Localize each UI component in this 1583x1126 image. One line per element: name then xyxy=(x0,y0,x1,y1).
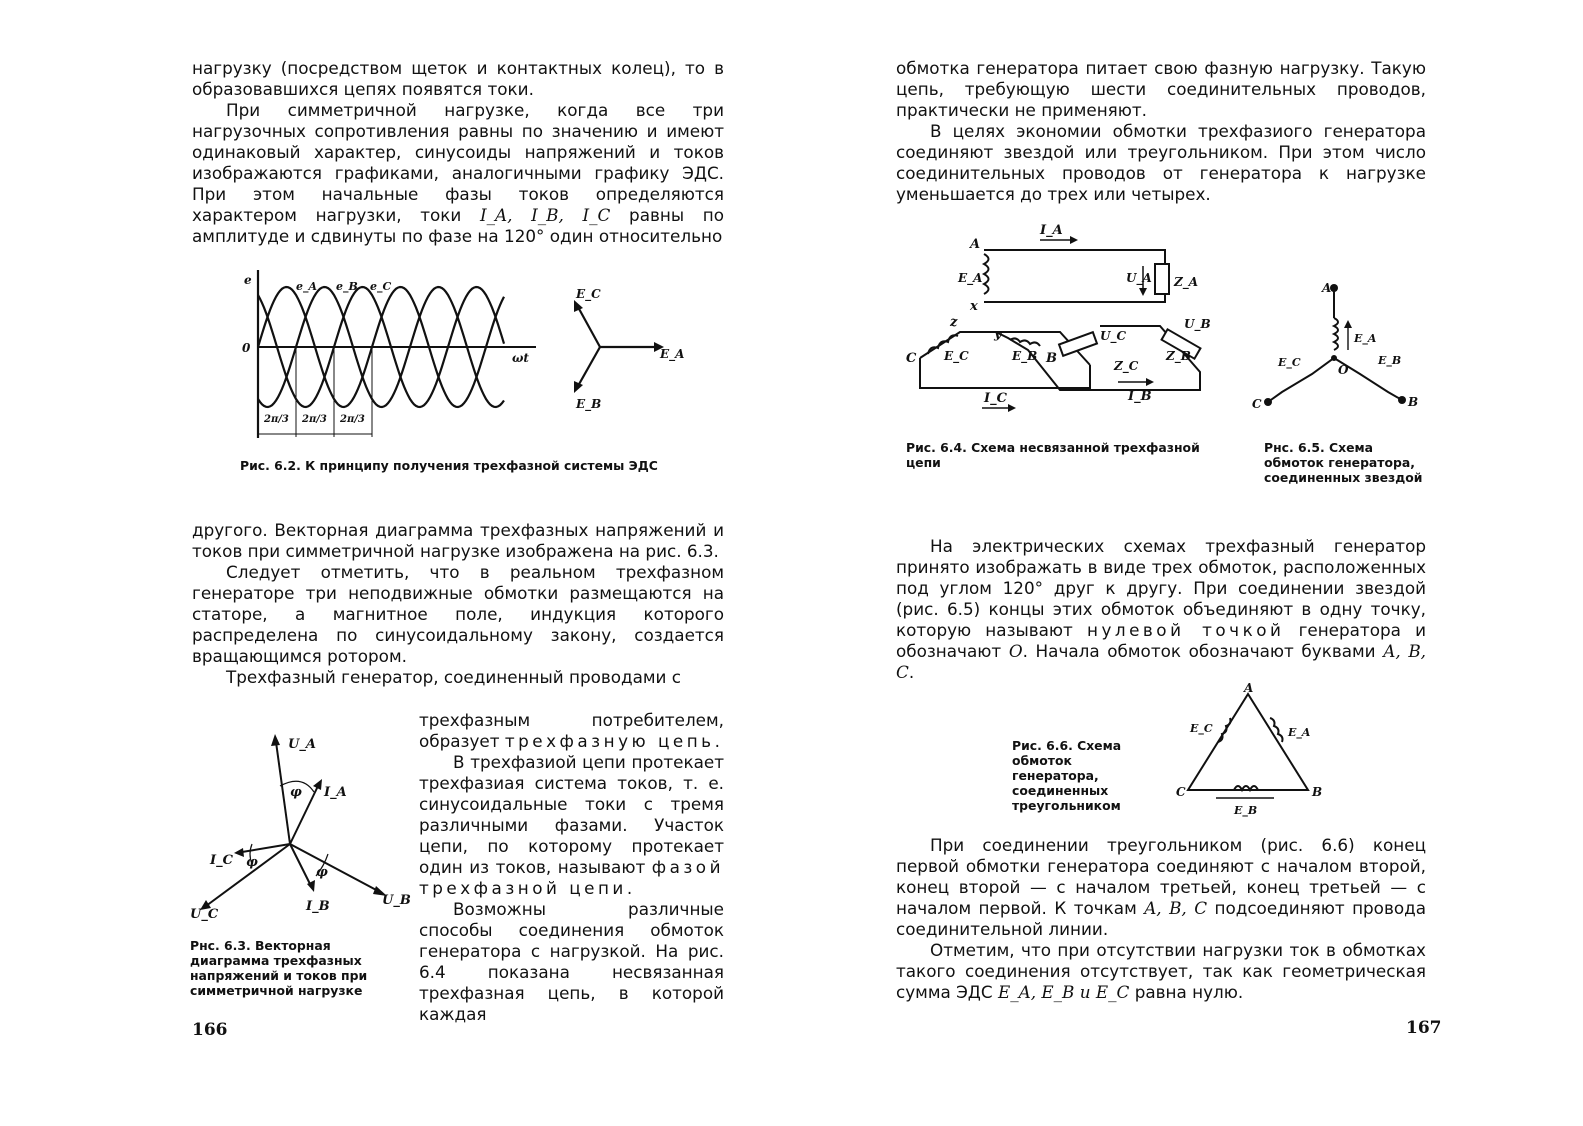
fig66-B-label: B xyxy=(1312,785,1323,799)
fig63-UC-label: U_C xyxy=(190,907,219,922)
fig63-IC-label: I_C xyxy=(210,853,233,868)
right-para-3-O: O xyxy=(1008,641,1023,661)
fig62-e-label: e xyxy=(244,273,252,287)
fig-6-6-caption: Рис. 6.6. Схема обмоток генератора, соединенных треугольником xyxy=(1012,738,1122,813)
fig64-y-label: y xyxy=(994,327,1002,342)
right-middle-text xyxy=(896,536,1426,683)
fig64-B-label: B xyxy=(1046,351,1057,366)
fig-6-2-diagram xyxy=(236,262,696,452)
fig-6-5-caption: Рнс. 6.5. Схема обмоток генератора, соединенных звездой xyxy=(1264,440,1423,485)
fig64-EC-label: E_C xyxy=(944,349,969,363)
fig63-phi-a: φ xyxy=(290,785,302,800)
fig64-EB-label: E_B xyxy=(1012,349,1038,363)
fig65-B-label: B xyxy=(1408,395,1419,409)
fig62-period-1: 2π/3 xyxy=(264,414,289,425)
fig63-phi-b: φ xyxy=(316,865,328,880)
fig66-A-label: A xyxy=(1244,681,1254,695)
left-para-5-spaced: трехфазную цепь. xyxy=(504,731,724,751)
right-para-5-a: Отметим, что при отсутствии нагрузки ток в обмотках такого соединения отсутствует, так как геометрическая сумма ЭДС xyxy=(896,940,1426,1002)
fig63-phi-c: φ xyxy=(246,855,258,870)
right-para-4-a: При соединении треугольником (рис. 6.6) конец первой обмотки генератора соединяют с началом второй, конец второй — с началом третьей, конец третьей — с началом первой. К точкам xyxy=(896,835,1426,918)
fig65-O-label: O xyxy=(1338,363,1349,377)
right-para-3-a: На электрических схемах трехфазный генератор принято изображать в виде трех обмоток, расположенных под углом 120° друг к другу. При соединении звездой (рис. 6.5) концы этих обмоток объединяют в одну точку, которую называют xyxy=(896,536,1426,640)
fig62-ec-label: e_C xyxy=(370,280,392,293)
fig62-period-3: 2π/3 xyxy=(340,414,365,425)
right-para-2: В целях экономии обмотки трехфазиого генератора соединяют звездой или треугольником. При этом число соединительных проводов от генератора к нагрузке уменьшается до трех или четырех. xyxy=(896,121,1426,204)
right-para-4-ABC: A, B, C xyxy=(1144,898,1208,918)
fig64-A-label: A xyxy=(970,237,981,252)
fig-6-2-caption: Рис. 6.2. К принципу получения трехфазной системы ЭДС xyxy=(240,458,658,473)
left-top-text xyxy=(192,58,724,247)
left-para-1: нагрузку (посредством щеток и контактных колец), то в образовавшихся цепях появятся токи. xyxy=(192,58,724,99)
right-para-3-b: генератора и обозначают xyxy=(896,620,1426,661)
fig-6-4-diagram xyxy=(900,220,1220,420)
left-para-2-a: При симметричной нагрузке, когда все три нагрузочных сопротивления равны по значению и имеют одинаковый характер, синусоиды напряжений и токов изображаются графиками, аналогичными графику ЭДС. При этом начальные фазы токов определяются характером нагрузки, токи xyxy=(192,100,724,225)
fig63-IB-label: I_B xyxy=(306,899,330,914)
left-page xyxy=(0,0,790,1126)
fig62-period-2: 2π/3 xyxy=(302,414,327,425)
fig63-UB-label: U_B xyxy=(382,893,411,908)
fig62-eb-label: e_B xyxy=(336,280,358,293)
fig64-IC-label: I_C xyxy=(984,391,1007,406)
fig62-EB-label: E_B xyxy=(576,397,602,411)
left-para-5-full: Трехфазный генератор, соединенный проводами с xyxy=(226,667,682,687)
fig64-UB-label: U_B xyxy=(1184,317,1211,331)
page-number-left: 166 xyxy=(192,1020,228,1040)
fig64-C-label: C xyxy=(906,351,917,366)
right-para-3: На электрических схемах трехфазный генератор принято изображать в виде трех обмоток, расположенных под углом 120° друг к другу. При соединении звездой (рис. 6.5) концы этих обмоток объединяют в одну точку, которую называют нулевой точкой генератора и обозначают O. Начала обмоток обозначают буквами A, B, C. xyxy=(896,536,1426,682)
fig66-EA-label: E_A xyxy=(1288,726,1311,739)
right-para-4-b: подсоединяют провода соединительной линии. xyxy=(896,898,1426,939)
right-page xyxy=(790,0,1583,1126)
fig64-x-label: x xyxy=(970,299,978,314)
fig62-wt-label: ωt xyxy=(512,351,529,365)
left-column-text xyxy=(419,710,724,1025)
fig64-UC-label: U_C xyxy=(1100,329,1127,343)
right-bottom-text xyxy=(896,835,1426,1003)
right-para-3-c: . Начала обмоток обозначают буквами xyxy=(1022,641,1376,661)
left-middle-text xyxy=(192,520,724,688)
right-top-text xyxy=(896,58,1426,205)
fig65-EC-label: E_C xyxy=(1278,356,1301,369)
left-para-6 xyxy=(419,752,724,899)
fig64-ZA-label: Z_A xyxy=(1174,275,1199,289)
fig-6-6-diagram xyxy=(1174,680,1334,820)
fig64-ZB-label: Z_B xyxy=(1166,349,1191,363)
fig63-UA-label: U_A xyxy=(288,737,316,752)
right-para-3-ABC: A, B, C xyxy=(896,641,1426,682)
fig65-A-label: A xyxy=(1322,281,1332,295)
right-para-5-b: равна нулю. xyxy=(1134,982,1244,1002)
fig62-EC-label: E_C xyxy=(576,287,601,301)
fig64-EA-label: E_A xyxy=(958,271,983,285)
fig64-UA-label: U_A xyxy=(1126,271,1152,285)
right-para-5-vars: E_A, E_B и E_C xyxy=(997,982,1130,1002)
fig62-EA-label: E_A xyxy=(660,347,685,361)
left-para-6-a: В трехфазиой цепи протекает трехфазиая система токов, т. е. синусоидальные токи с тремя различными фазами. Участок цепи, по которому протекает один из токов, называют xyxy=(419,752,724,877)
left-para-6-spaced: фазой трехфазной цепи. xyxy=(419,857,724,898)
fig62-ea-label: e_A xyxy=(296,280,318,293)
right-para-5 xyxy=(896,940,1426,1003)
fig63-IA-label: I_A xyxy=(324,785,347,800)
fig65-EB-label: E_B xyxy=(1378,354,1402,367)
fig62-zero-label: 0 xyxy=(242,341,251,355)
left-para-4: Следует отметить, что в реальном трехфазном генераторе три неподвижные обмотки размещаются на статоре, а магнитное поле, индукция которого распределена по синусоидальному закону, создается вращающимся ротором. xyxy=(192,562,724,666)
left-para-2 xyxy=(192,100,724,247)
fig64-IA-label: I_A xyxy=(1040,223,1063,238)
fig65-EA-label: E_A xyxy=(1354,332,1377,345)
left-para-2-b: равны по амплитуде и сдвинуты по фазе на 120° один относительно xyxy=(192,205,724,246)
fig-6-3-diagram xyxy=(190,726,411,926)
left-para-5-cont xyxy=(419,710,724,752)
fig65-C-label: C xyxy=(1252,397,1262,411)
fig66-EC-label: E_C xyxy=(1190,722,1213,735)
right-para-1: обмотка генератора питает свою фазную нагрузку. Такую цепь, требующую шести соединительных проводов, практически не применяют. xyxy=(896,58,1426,120)
fig66-EB-label: E_B xyxy=(1234,804,1258,817)
fig66-C-label: C xyxy=(1176,785,1186,799)
fig64-z-label: z xyxy=(950,315,958,330)
left-para-5-a: трехфазным потребителем, образует xyxy=(419,710,724,751)
left-para-2-vars: I_A, I_B, I_C xyxy=(480,205,611,225)
fig-6-4-caption: Рис. 6.4. Схема несвязанной трехфазной цепи xyxy=(906,440,1200,470)
right-para-3-spaced: нулевой точкой xyxy=(1086,620,1285,640)
left-para-3: другого. Векторная диаграмма трехфазных напряжений и токов при симметричной нагрузке изображена на рис. 6.3. xyxy=(192,520,724,561)
fig64-IB-label: I_B xyxy=(1128,389,1152,404)
fig-6-3-caption: Рнс. 6.3. Векторная диаграмма трехфазных напряжений и токов при симметричной нагрузке xyxy=(190,938,368,998)
page-number-right: 167 xyxy=(1406,1018,1442,1038)
fig-6-5-diagram xyxy=(1252,274,1422,414)
right-para-4 xyxy=(896,835,1426,940)
left-para-7: Возможны различные способы соединения обмоток генератора с нагрузкой. На рис. 6.4 показана несвязанная трехфазная цепь, в которой каждая xyxy=(419,899,724,1024)
fig64-ZC-label: Z_C xyxy=(1114,359,1139,373)
